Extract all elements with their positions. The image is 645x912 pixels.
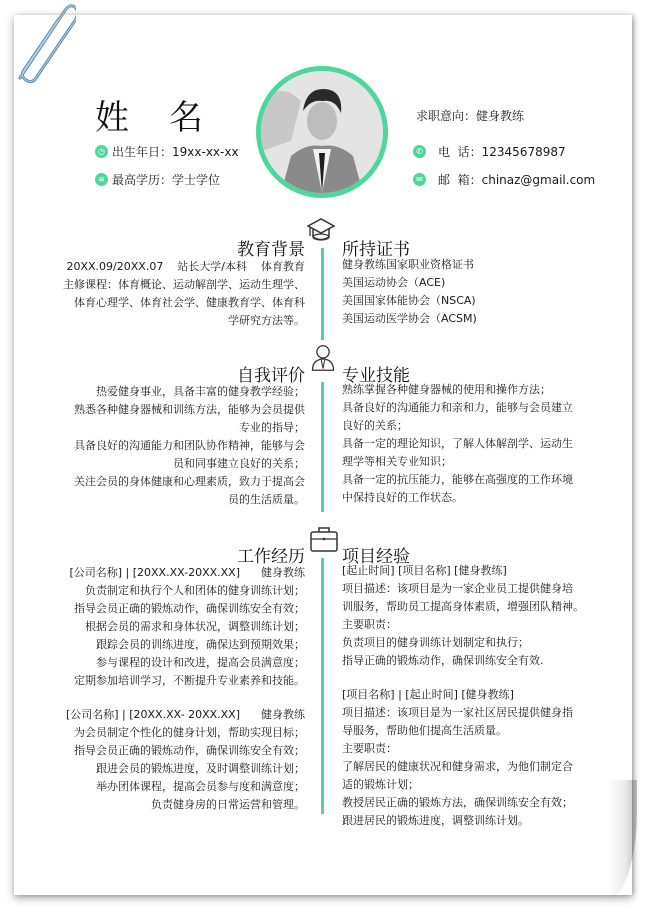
self-evaluation-line: 专业的指导； [239,421,305,434]
certificate-item: 美国国家体能协会（NSCA) [342,294,476,307]
timeline-segment-1 [321,248,324,340]
job-line: 根据会员的需求和身体状况，调整训练计划； [85,620,305,633]
certificate-item: 健身教练国家职业资格证书 [342,258,474,271]
job-line: 指导会员正确的锻炼动作，确保训练安全有效； [74,744,305,757]
phone-row [413,143,566,160]
phone-label: 电 话： [438,145,482,159]
profile-photo [256,66,388,198]
project-line: 了解居民的健康状况和健身需求，为他们制定合 [342,760,573,773]
email-label: 邮 箱： [438,173,482,187]
project-line: 主要职责： [342,618,397,631]
project-line: 负责项目的健身训练计划制定和执行； [342,636,529,649]
objective-label: 求职意向： [416,109,477,123]
skill-line: 具备良好的沟通能力和亲和力，能够与会员建立 [342,401,573,414]
self-evaluation-line: 具备良好的沟通能力和团队协作精神，能够与会 [74,439,305,452]
project-header: [项目名称] | [起止时间] [健身教练] [342,688,514,701]
skills-block [342,381,573,507]
self-evaluation-line: 熟悉各种健身器械和训练方法，能够为会员提供 [74,403,305,416]
job-line: 跟进会员的锻炼进度，及时调整训练计划； [96,762,305,775]
projects-block [342,562,584,830]
certificate-item: 美国运动医学协会（ACSM) [342,312,477,325]
job-line: 举办团体课程，提高会员参与度和满意度； [96,780,305,793]
self-evaluation-title: 自我评价 [237,366,305,386]
skills-title: 专业技能 [342,366,410,386]
education-title: 教育背景 [237,240,305,260]
education-value: 学士学位 [172,173,221,187]
page-curl-shadow [607,780,637,900]
education-label: 最高学历： [112,173,173,187]
projects-title: 项目经验 [342,547,410,567]
phone-icon: ✆ [413,145,426,158]
timeline-segment-2 [321,382,324,512]
email-row [413,171,595,188]
project-line: 项目描述：该项目是为一家社区居民提供健身指 [342,706,573,719]
project-line: 跟进居民的锻炼进度，调整训练计划。 [342,814,529,827]
skill-line: 具备一定的抗压能力，能够在高强度的工作环境 [342,473,573,486]
clock-icon: ◷ [95,145,108,158]
envelope-icon: ✉ [413,173,426,186]
self-evaluation-line: 热爱健身事业，具备丰富的健身教学经验； [96,385,305,398]
job-header: [公司名称] | [20XX.XX-20XX.XX] 健身教练 [69,566,305,579]
birth-value: 19xx-xx-xx [172,144,239,159]
skill-line: 中保持良好的工作状态。 [342,491,463,504]
skill-line: 良好的关系； [342,419,408,432]
job-line: 指导会员正确的锻炼动作，确保训练安全有效； [74,602,305,615]
project-line: 导服务，帮助他们提高生活质量。 [342,724,507,737]
graduation-icon: ≋ [95,173,108,186]
candidate-name: 姓名 [95,98,243,138]
education-line: 主修课程：体育概论、运动解剖学、运动生理学、 [63,278,305,291]
objective-row [416,107,524,124]
briefcase-icon [309,525,339,553]
job-line: 定期参加培训学习，不断提升专业素养和技能。 [74,674,305,687]
job-line: 为会员制定个性化的健身计划，帮助实现目标； [74,726,305,739]
project-line: 教授居民正确的锻炼方法，确保训练安全有效； [342,796,573,809]
self-evaluation-line: 员和同事建立良好的关系； [173,457,305,470]
project-line: 指导正确的锻炼动作，确保训练安全有效. [342,654,544,667]
graduation-cap-icon [306,216,336,244]
birth-row [95,143,239,160]
job-line: 负责健身房的日常运营和管理。 [151,798,305,811]
skill-line: 熟练掌握各种健身器械的使用和操作方法； [342,383,551,396]
job-line: 跟踪会员的训练进度，确保达到预期效果； [96,638,305,651]
person-icon [308,344,338,372]
job-line: 负责制定和执行个人和团体的健身训练计划； [85,584,305,597]
paperclip-icon [6,0,76,85]
education-row [95,171,220,188]
job-header: [公司名称] | [20XX.XX- 20XX.XX] 健身教练 [65,708,305,721]
project-line: 主要职责： [342,742,397,755]
education-block [63,258,305,330]
project-line: 项目描述：该项目是为一家企业员工提供健身培 [342,582,573,595]
work-title: 工作经历 [237,547,305,567]
self-evaluation-line: 员的生活质量。 [228,493,305,506]
job-line: 参与课程的设计和改进，提高会员满意度； [96,656,305,669]
work-block [66,564,305,814]
project-header: [起止时间] [项目名称] [健身教练] [342,564,507,577]
certificates-title: 所持证书 [342,240,410,260]
education-line: 体育心理学、体育社会学、健康教育学、体育科 [74,296,305,309]
objective-value: 健身教练 [476,109,525,123]
education-line: 学研究方法等。 [228,314,305,327]
project-line: 训服务，帮助员工提高身体素质，增强团队精神。 [342,600,584,613]
email-value: chinaz@gmail.com [481,172,596,187]
certificates-block [342,256,477,328]
education-line: 20XX.09/20XX.07 站长大学/本科 体育教育 [66,260,305,273]
skill-line: 具备一定的理论知识，了解人体解剖学、运动生 [342,437,573,450]
phone-value: 12345678987 [481,144,566,159]
self-evaluation-block [74,383,305,509]
certificate-item: 美国运动协会（ACE) [342,276,446,289]
project-line: 适的锻炼计划； [342,778,419,791]
skill-line: 理学等相关专业知识； [342,455,452,468]
self-evaluation-line: 关注会员的身体健康和心理素质，致力于提高会 [74,475,305,488]
birth-label: 出生年日： [112,145,173,159]
timeline-segment-3 [321,558,324,814]
